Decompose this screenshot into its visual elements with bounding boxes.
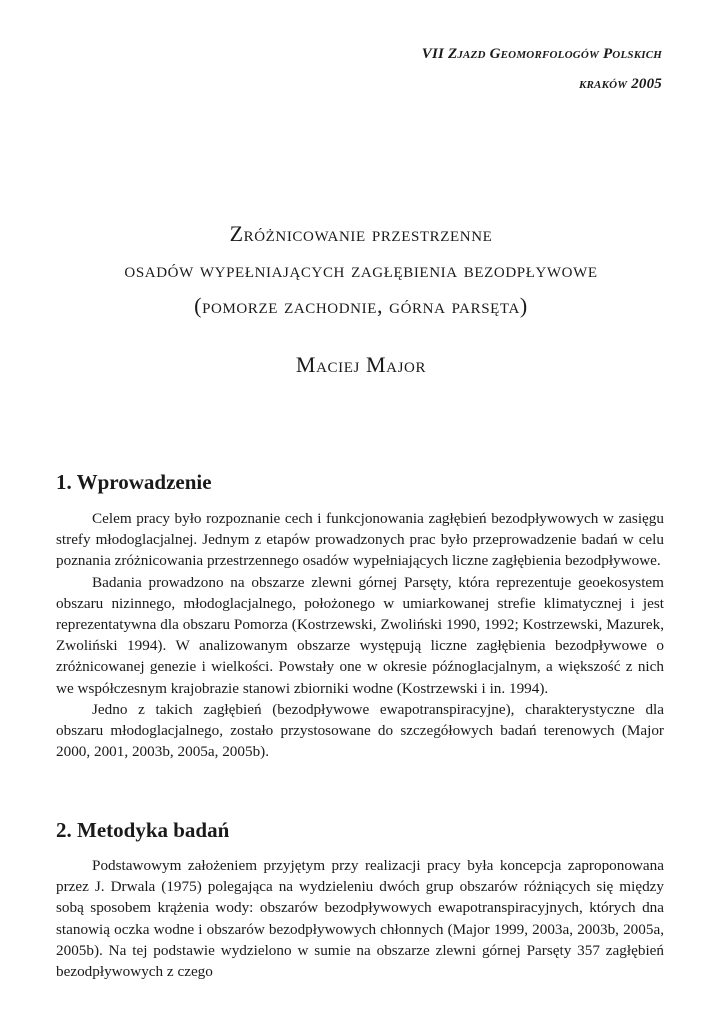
paper-title xyxy=(0,216,722,324)
paragraph: Celem pracy było rozpoznanie cech i funkcjonowania zagłębień bezodpływowych w zasięgu strefy młodoglacjalnej. Jednym z etapów prowadzonych prac było przeprowadzenie badań w celu poznania zróżnicowania przestrzennego osadów wypełniających liczne zagłębienia bezodpływowe. xyxy=(56,510,664,570)
running-head-place-year: kraków 2005 xyxy=(578,76,662,92)
title-line-3: (pomorze zachodnie, górna parsęta) xyxy=(194,293,528,318)
section-heading-introduction: 1. Wprowadzenie xyxy=(56,470,212,494)
section-body-introduction xyxy=(56,508,664,762)
section-body-methodology xyxy=(56,855,664,982)
paragraph: Jedno z takich zagłębień (bezodpływowe ewapotranspiracyjne), charakterystyczne dla obszaru młodoglacjalnego, zostało przystosowane do szczegółowych badań terenowych (Major 2000, 2001, 2003b, 2005a, 2005b). xyxy=(56,700,664,761)
paragraph: Podstawowym założeniem przyjętym przy realizacji pracy była koncepcja zaproponowana przez J. Drwala (1975) polegająca na wydzieleniu dwóch grup obszarów różniących się między sobą sposobem krążenia wody: obszarów bezodpływowych ewapotranspiracyjnych, których dna stanowią oczka wodne i obszarów bezodpływowych chłonnych (Major 1999, 2003a, 2003b, 2005a, 2005b). Na tej podstawie wydzielono w sumie na obszarze zlewni górnej Parsęty 357 zagłębień bezodpływowych z czego xyxy=(56,857,664,981)
paragraph: Badania prowadzono na obszarze zlewni górnej Parsęty, która reprezentuje geoekosystem obszaru nizinnego, młodoglacjalnego, położonego w umiarkowanej strefie klimatycznej i jest reprezentatywna dla obszaru Pomorza (Kostrzewski, Zwoliński 1990, 1992; Kostrzewski, Mazurek, Zwoliński 1994). W analizowanym obszarze występują liczne zagłębienia bezodpływowe o zróżnicowanej genezie i wielkości. Powstały one w okresie późnoglacjalnym, a większość z nich we współczesnym krajobrazie stanowi zbiorniki wodne (Kostrzewski i in. 1994). xyxy=(56,573,664,697)
title-line-1: Zróżnicowanie przestrzenne xyxy=(229,221,493,246)
author-name: Maciej Major xyxy=(295,352,427,377)
running-head-conference: VII Zjazd Geomorfologów Polskich xyxy=(421,46,662,62)
title-line-2: osadów wypełniających zagłębienia bezodpływowe xyxy=(124,257,598,282)
section-heading-methodology: 2. Metodyka badań xyxy=(56,818,230,842)
